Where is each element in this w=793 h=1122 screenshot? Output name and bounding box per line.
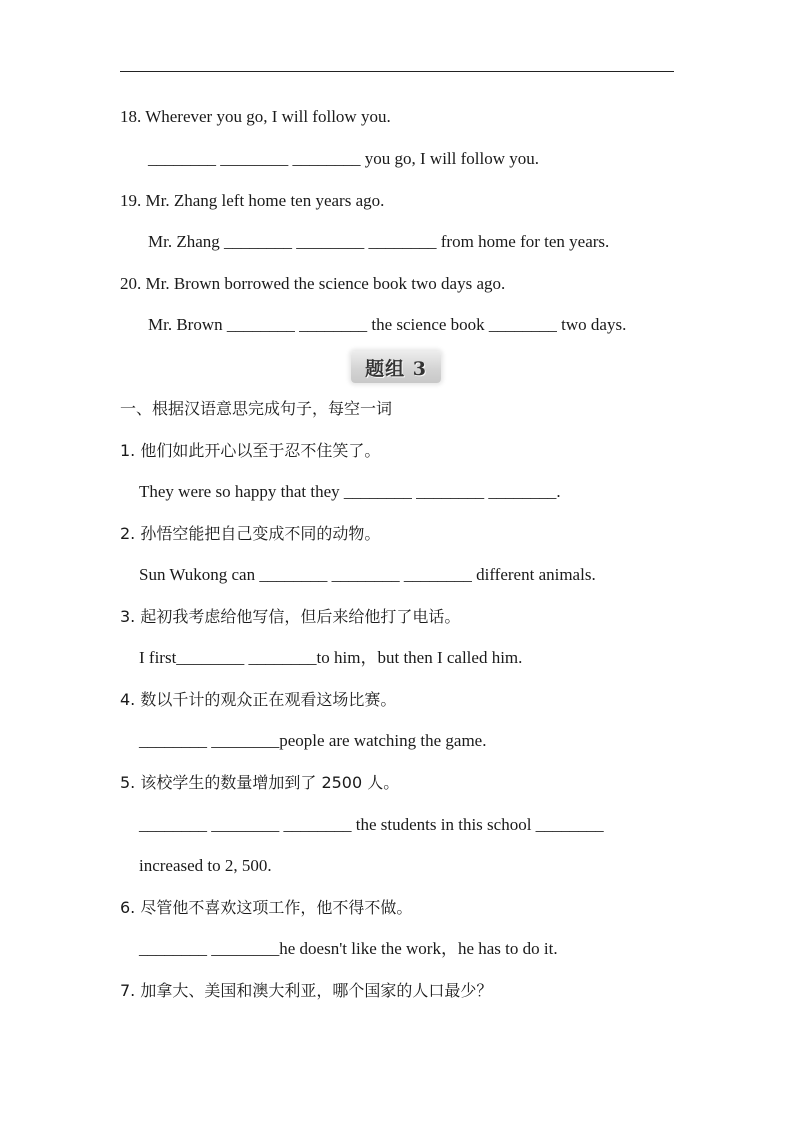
- question-7-prompt: 7. 加拿大、美国和澳大利亚，哪个国家的人口最少？: [120, 981, 493, 1000]
- question-3-answer: I first________ ________to him，but then I called him.: [139, 648, 523, 667]
- question-4-answer: ________ ________people are watching the game.: [139, 731, 487, 750]
- question-1-prompt: 1. 他们如此开心以至于忍不住笑了。: [120, 441, 381, 460]
- question-1-answer: They were so happy that they ________ ________ ________.: [139, 482, 561, 501]
- header-rule: [120, 71, 674, 72]
- question-19-prompt: 19. Mr. Zhang left home ten years ago.: [120, 191, 385, 210]
- question-20-prompt: 20. Mr. Brown borrowed the science book two days ago.: [120, 274, 506, 293]
- question-5-answer: ________ ________ ________ the students in this school ________: [139, 815, 604, 834]
- group-title-badge: 题组 3: [351, 351, 441, 383]
- question-5-prompt: 5. 该校学生的数量增加到了 2500 人。: [120, 773, 400, 792]
- question-18-answer: ________ ________ ________ you go, I will follow you.: [148, 149, 539, 168]
- question-4-prompt: 4. 数以千计的观众正在观看这场比赛。: [120, 690, 397, 709]
- section-heading: 一、根据汉语意思完成句子，每空一词: [120, 399, 393, 418]
- question-6-prompt: 6. 尽管他不喜欢这项工作，他不得不做。: [120, 898, 413, 917]
- question-2-prompt: 2. 孙悟空能把自己变成不同的动物。: [120, 524, 381, 543]
- question-6-answer: ________ ________he doesn't like the work，he has to do it.: [139, 939, 558, 958]
- question-3-prompt: 3. 起初我考虑给他写信，但后来给他打了电话。: [120, 607, 461, 626]
- question-5-answer-continued: increased to 2, 500.: [139, 856, 272, 875]
- question-2-answer: Sun Wukong can ________ ________ ________ different animals.: [139, 565, 596, 584]
- question-18-prompt: 18. Wherever you go, I will follow you.: [120, 107, 391, 126]
- question-19-answer: Mr. Zhang ________ ________ ________ from home for ten years.: [148, 232, 610, 251]
- question-20-answer: Mr. Brown ________ ________ the science book ________ two days.: [148, 315, 627, 334]
